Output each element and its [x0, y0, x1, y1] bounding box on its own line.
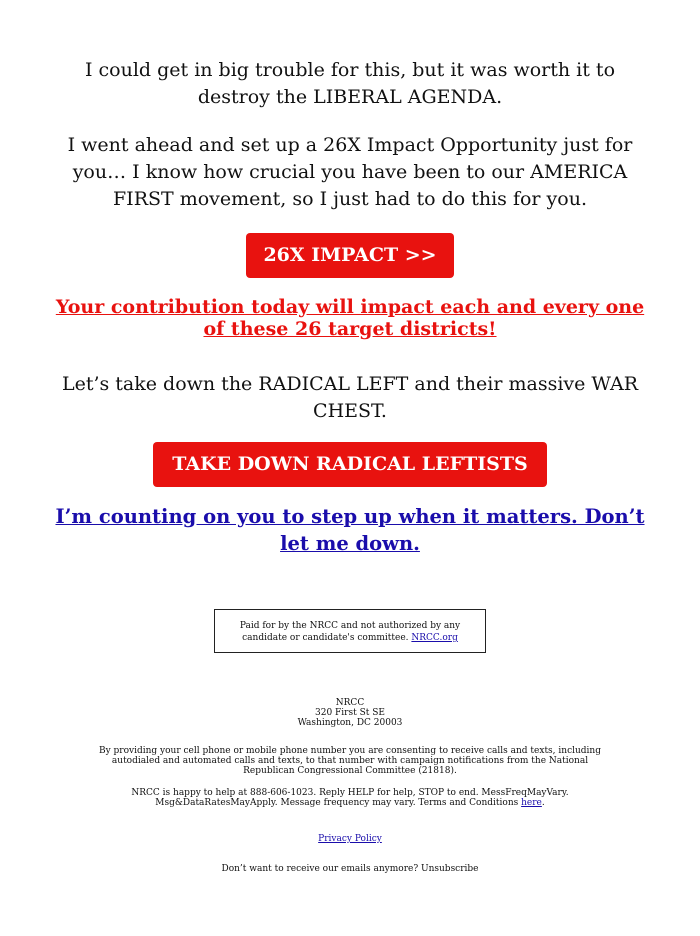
privacy-policy-link[interactable]: Privacy Policy: [318, 834, 382, 844]
period: .: [541, 798, 545, 808]
street-address: 320 First St SE: [315, 708, 385, 718]
offer-paragraph: I went ahead and set up a 26X Impact Opportunity just for you… I know how crucial you have been to our AMERICA FIRST movement, so I just had to do this for you.: [67, 134, 633, 210]
help-text-body: NRCC is happy to help at 888-606-1023. Reply HELP for help, STOP to end. MessFreqMayVary. Msg&DataRatesMayApply. Message frequency may vary. Terms and Conditions: [131, 788, 569, 808]
privacy-row: [50, 834, 650, 844]
contribution-link[interactable]: Your contribution today will impact each and every one of these 26 target districts!: [55, 296, 645, 340]
impact-button[interactable]: 26X IMPACT >>: [246, 233, 454, 278]
city-address: Washington, DC 20003: [297, 718, 403, 728]
org-name: NRCC: [335, 698, 365, 708]
help-text: [90, 788, 610, 808]
take-down-button[interactable]: TAKE DOWN RADICAL LEFTISTS: [153, 442, 547, 487]
address-block: [50, 698, 650, 728]
footer: [50, 698, 650, 874]
nrcc-link[interactable]: NRCC.org: [411, 633, 458, 643]
sms-consent-text: By providing your cell phone or mobile phone number you are consenting to receive calls and texts, including autodialed and automated calls and texts, to that number with campaign notifications from the National Republican Congressional Committee (21818).: [98, 746, 601, 776]
radical-left-paragraph: Let’s take down the RADICAL LEFT and their massive WAR CHEST.: [61, 373, 639, 422]
terms-here-link[interactable]: here: [521, 798, 542, 808]
unsubscribe-text[interactable]: Don’t want to receive our emails anymore? Unsubscribe: [221, 864, 479, 874]
email-body: [50, 0, 650, 557]
intro-paragraph: I could get in big trouble for this, but it was worth it to destroy the LIBERAL AGENDA.: [84, 59, 616, 108]
disclaimer-text: Paid for by the NRCC and not authorized by any candidate or candidate's committee.: [239, 621, 461, 643]
paid-for-disclaimer: [214, 609, 486, 653]
counting-on-you-link[interactable]: I’m counting on you to step up when it matters. Don’t let me down.: [55, 505, 645, 555]
